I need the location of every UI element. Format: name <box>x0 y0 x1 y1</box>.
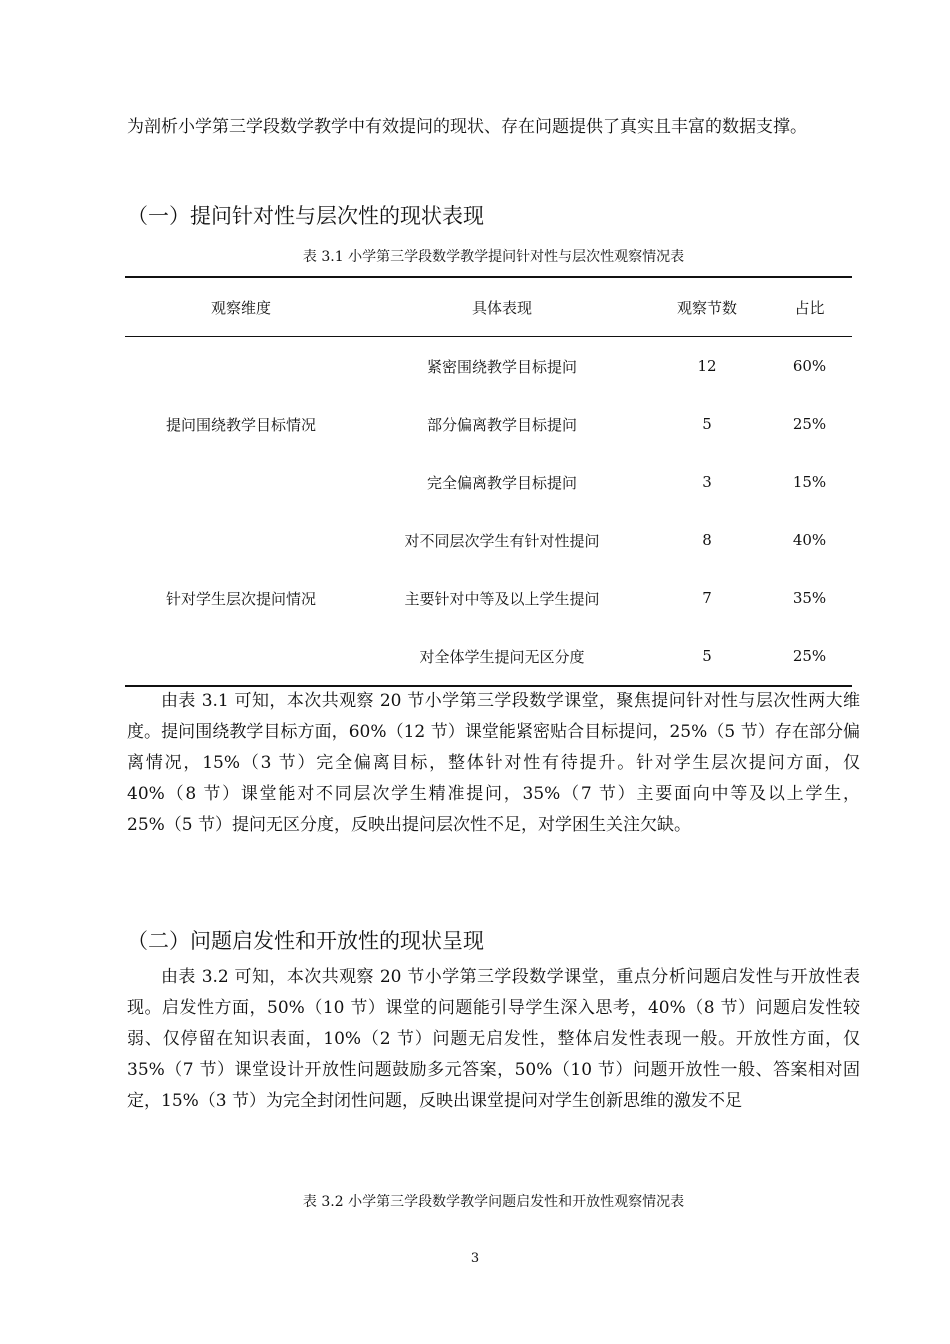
count-cell: 8 <box>702 531 712 549</box>
table2-caption: 表 3.2 小学第三学段数学教学问题启发性和开放性观察情况表 <box>302 1194 685 1210</box>
header-dimension: 观察维度 <box>210 298 271 317</box>
ratio-cell: 25% <box>792 415 827 433</box>
ratio-cell: 15% <box>792 473 827 491</box>
count-cell: 12 <box>697 357 717 375</box>
performance-cell: 部分偏离教学目标提问 <box>426 415 577 434</box>
observation-table-3-1 <box>125 276 852 687</box>
performance-cell: 主要针对中等及以上学生提问 <box>404 589 600 608</box>
table-header-row <box>125 277 852 337</box>
performance-cell: 紧密围绕教学目标提问 <box>426 357 577 376</box>
header-count: 观察节数 <box>676 298 737 317</box>
analysis-paragraph-1: 由表 3.1 可知，本次共观察 20 节小学第三学段数学课堂，聚焦提问针对性与层次性两大维度。提问围绕教学目标方面，60%（12 节）课堂能紧密贴合目标提问，25%（5 节）存在部分偏离情况，15%（3 节）完全偏离目标，整体针对性有待提升。针对学生层次提问方面，仅 40%（8 节）课堂能对不同层次学生精准提问，35%（7 节）主要面向中等及以上学生，25%（5 节）提问无区分度，反映出提问层次性不足，对学困生关注欠缺。 <box>127 691 860 835</box>
dimension-cell: 针对学生层次提问情况 <box>165 589 316 608</box>
table-row <box>125 511 852 569</box>
section2-heading: （二）问题启发性和开放性的现状呈现 <box>127 929 484 953</box>
count-cell: 3 <box>702 473 712 491</box>
ratio-cell: 60% <box>792 357 827 375</box>
performance-cell: 对不同层次学生有针对性提问 <box>404 531 600 550</box>
page-number: 3 <box>470 1251 480 1266</box>
dimension-cell: 提问围绕教学目标情况 <box>165 415 316 434</box>
header-ratio: 占比 <box>794 298 825 317</box>
ratio-cell: 40% <box>792 531 827 549</box>
table-row <box>125 337 852 396</box>
header-performance: 具体表现 <box>471 298 532 317</box>
intro-paragraph: 为剖析小学第三学段数学教学中有效提问的现状、存在问题提供了真实且丰富的数据支撑。 <box>127 117 807 137</box>
section1-heading: （一）提问针对性与层次性的现状表现 <box>127 204 484 228</box>
performance-cell: 对全体学生提问无区分度 <box>419 647 585 666</box>
count-cell: 5 <box>702 647 712 665</box>
performance-cell: 完全偏离教学目标提问 <box>426 473 577 492</box>
ratio-cell: 25% <box>792 647 827 665</box>
count-cell: 7 <box>702 589 712 607</box>
analysis-paragraph-2: 由表 3.2 可知，本次共观察 20 节小学第三学段数学课堂，重点分析问题启发性与开放性表现。启发性方面，50%（10 节）课堂的问题能引导学生深入思考，40%（8 节）问题启发性较弱、仅停留在知识表面，10%（2 节）问题无启发性，整体启发性表现一般。开放性方面，仅 35%（7 节）课堂设计开放性问题鼓励多元答案，50%（10 节）问题开放性一般、答案相对固定，15%（3 节）为完全封闭性问题，反映出课堂提问对学生创新思维的激发不足 <box>127 967 860 1111</box>
ratio-cell: 35% <box>792 589 827 607</box>
count-cell: 5 <box>702 415 712 433</box>
table1-caption: 表 3.1 小学第三学段数学教学提问针对性与层次性观察情况表 <box>302 249 685 265</box>
